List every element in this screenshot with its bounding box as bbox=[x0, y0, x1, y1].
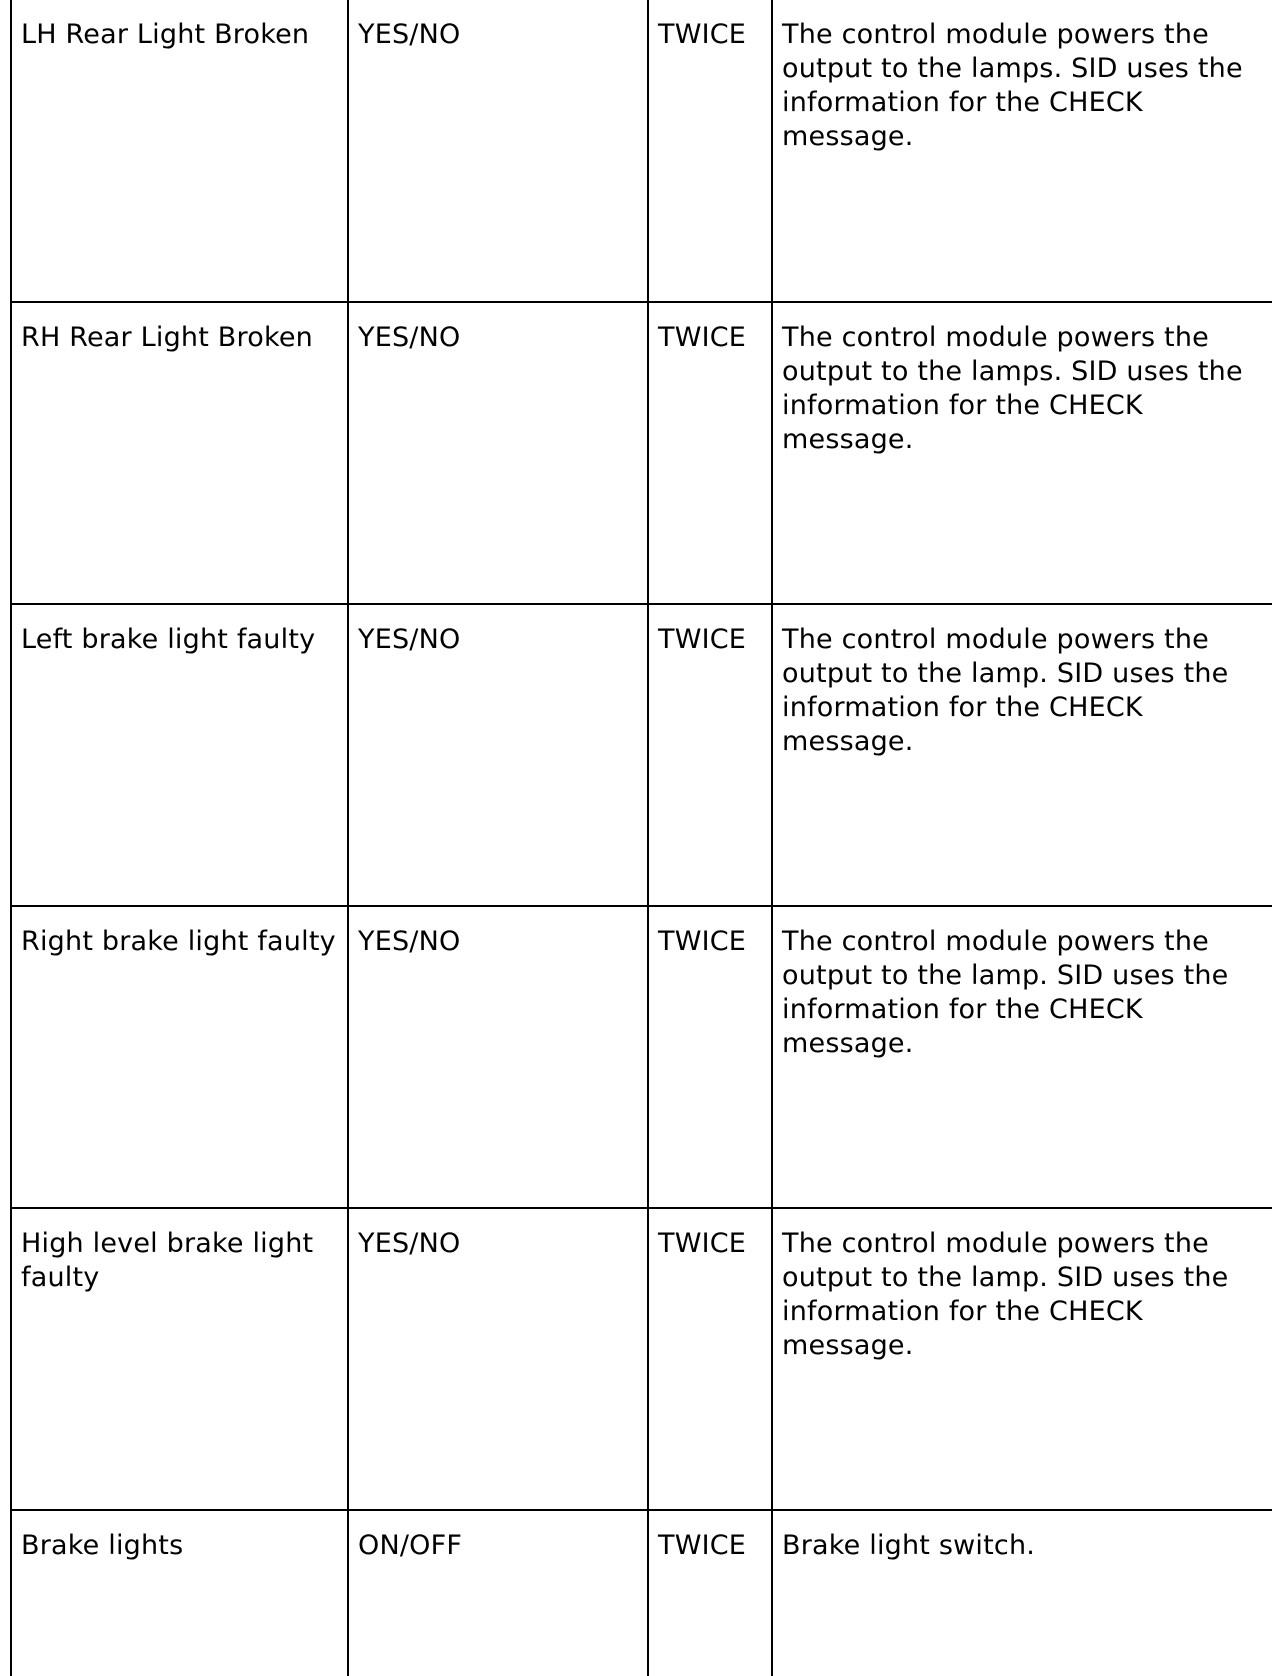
signal-frequency-cell: TWICE bbox=[648, 906, 772, 1208]
signal-description-cell: Brake light switch. bbox=[772, 1510, 1272, 1676]
signal-values-cell: YES/NO bbox=[348, 1208, 648, 1510]
signal-description-cell: The control module powers the output to the lamp. SID uses the information for the CHECK message. bbox=[772, 604, 1272, 906]
signal-values-cell: ON/OFF bbox=[348, 1510, 648, 1676]
signal-description-cell: The control module powers the output to the lamp. SID uses the information for the CHECK message. bbox=[772, 1208, 1272, 1510]
signal-frequency-cell: TWICE bbox=[648, 1208, 772, 1510]
table-row bbox=[11, 0, 1272, 302]
signal-description-cell: The control module powers the output to the lamp. SID uses the information for the CHECK message. bbox=[772, 906, 1272, 1208]
signal-name-cell: Brake lights bbox=[11, 1510, 348, 1676]
signal-name-cell: Right brake light faulty bbox=[11, 906, 348, 1208]
signal-frequency-cell: TWICE bbox=[648, 302, 772, 604]
signal-name-cell: RH Rear Light Broken bbox=[11, 302, 348, 604]
signal-table-container bbox=[10, 0, 1272, 1676]
signal-description-cell: The control module powers the output to the lamps. SID uses the information for the CHECK message. bbox=[772, 302, 1272, 604]
signal-frequency-cell: TWICE bbox=[648, 0, 772, 302]
signal-frequency-cell: TWICE bbox=[648, 604, 772, 906]
signal-name-cell: LH Rear Light Broken bbox=[11, 0, 348, 302]
signal-description-cell: The control module powers the output to the lamps. SID uses the information for the CHECK message. bbox=[772, 0, 1272, 302]
signal-table bbox=[10, 0, 1272, 1676]
signal-values-cell: YES/NO bbox=[348, 906, 648, 1208]
table-row bbox=[11, 1208, 1272, 1510]
signal-values-cell: YES/NO bbox=[348, 0, 648, 302]
signal-name-cell: Left brake light faulty bbox=[11, 604, 348, 906]
signal-frequency-cell: TWICE bbox=[648, 1510, 772, 1676]
signal-values-cell: YES/NO bbox=[348, 604, 648, 906]
table-row bbox=[11, 302, 1272, 604]
table-row bbox=[11, 604, 1272, 906]
table-row bbox=[11, 1510, 1272, 1676]
signal-name-cell: High level brake light faulty bbox=[11, 1208, 348, 1510]
table-row bbox=[11, 906, 1272, 1208]
signal-values-cell: YES/NO bbox=[348, 302, 648, 604]
